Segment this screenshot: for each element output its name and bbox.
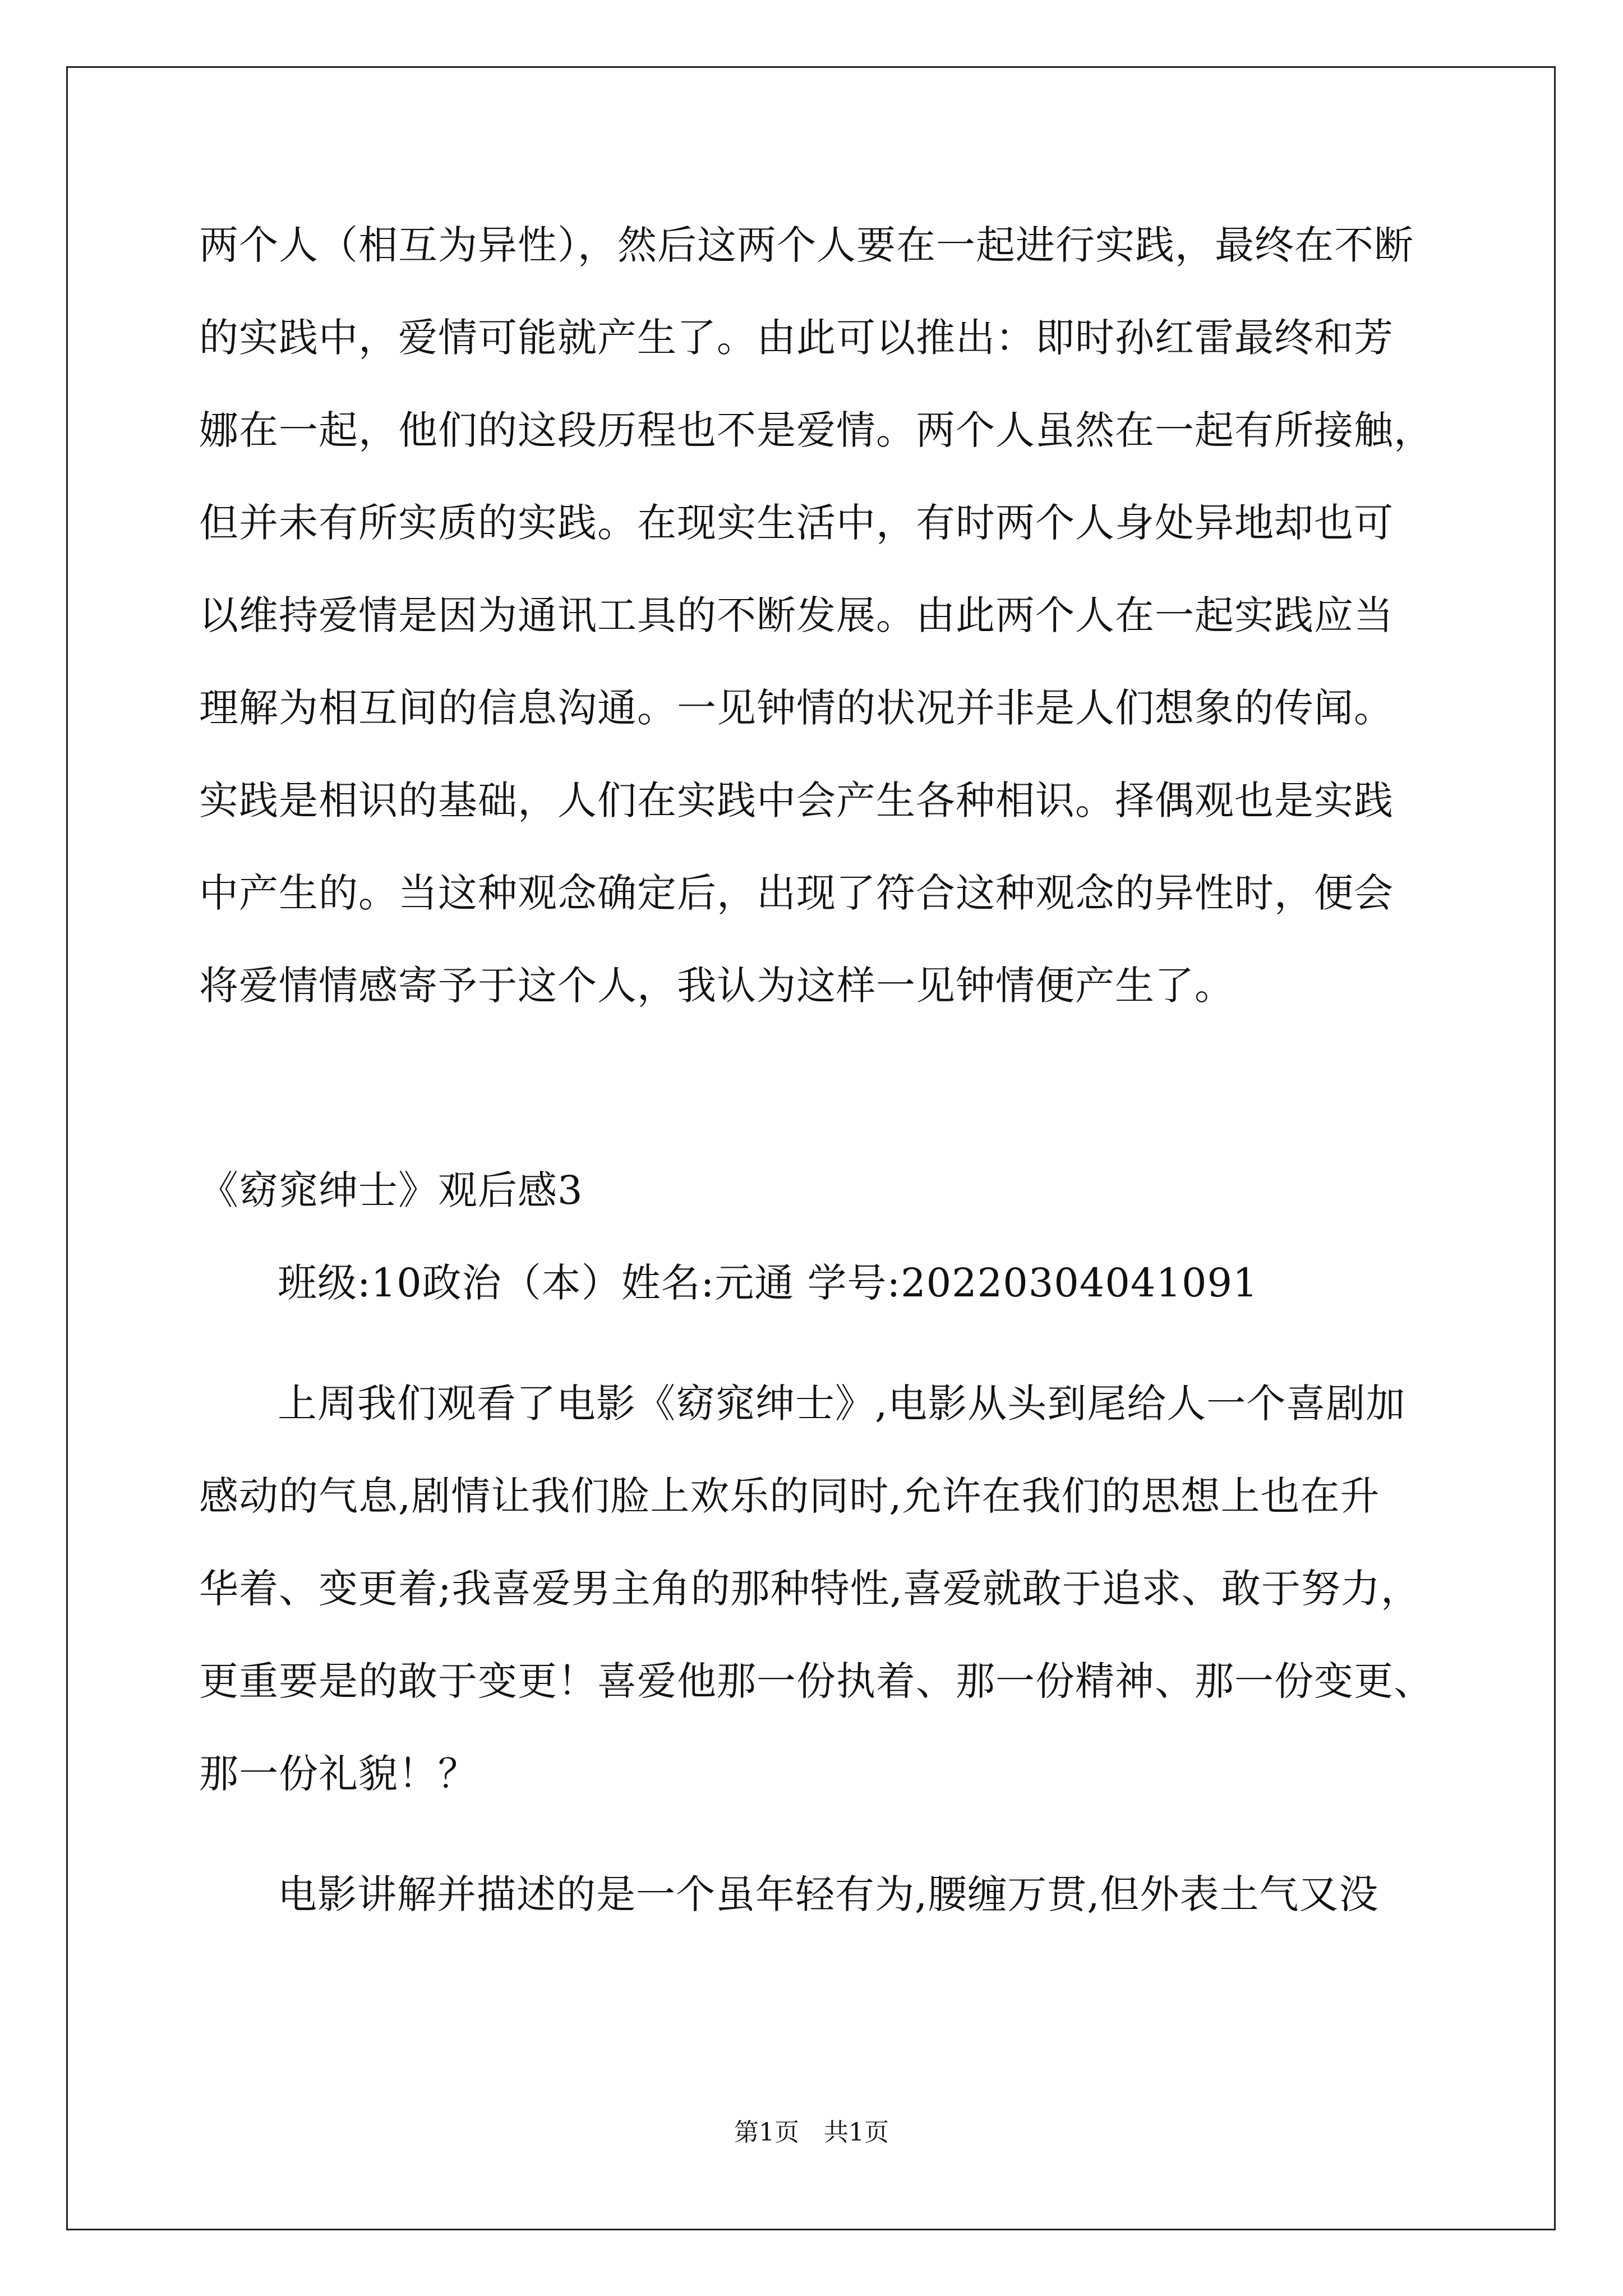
text-line: 将爱情情感寄予于这个人，我认为这样一见钟情便产生了。	[199, 963, 1234, 1009]
text-line: 那一份礼貌！？	[199, 1751, 478, 1797]
text-line: 感动的气息,剧情让我们脸上欢乐的同时,允许在我们的思想上也在升	[199, 1473, 1380, 1519]
text-line: 更重要是的敢于变更！喜爱他那一份执着、那一份精神、那一份变更、	[199, 1658, 1433, 1704]
text-line: 两个人（相互为异性），然后这两个人要在一起进行实践，最终在不断	[199, 222, 1414, 268]
text-line: 实践是相识的基础，人们在实践中会产生各种相识。择偶观也是实践	[199, 777, 1394, 823]
section-heading: 《窈窕绅士》观后感3	[199, 1167, 583, 1213]
text-line: 但并未有所实质的实践。在现实生活中，有时两个人身处异地却也可	[199, 500, 1394, 546]
text-line: 电影讲解并描述的是一个虽年轻有为,腰缠万贯,但外表土气又没	[278, 1871, 1379, 1917]
text-line: 华着、变更着;我喜爱男主角的那种特性,喜爱就敢于追求、敢于努力，	[199, 1566, 1421, 1612]
page-footer: 第1页 共1页	[734, 2118, 889, 2147]
text-line: 以维持爱情是因为通讯工具的不断发展。由此两个人在一起实践应当	[199, 592, 1394, 638]
text-line: 的实践中，爱情可能就产生了。由此可以推出：即时孙红雷最终和芳	[199, 315, 1394, 361]
text-line: 娜在一起，他们的这段历程也不是爱情。两个人虽然在一起有所接触，	[199, 407, 1433, 453]
text-line: 理解为相互间的信息沟通。一见钟情的状况并非是人们想象的传闻。	[199, 685, 1394, 731]
text-line: 上周我们观看了电影《窈窕绅士》,电影从头到尾给人一个喜剧加	[278, 1381, 1406, 1427]
student-info-line: 班级:10政治（本）姓名:元通 学号:20220304041091	[278, 1260, 1258, 1306]
text-line: 中产生的。当这种观念确定后，出现了符合这种观念的异性时，便会	[199, 870, 1394, 916]
